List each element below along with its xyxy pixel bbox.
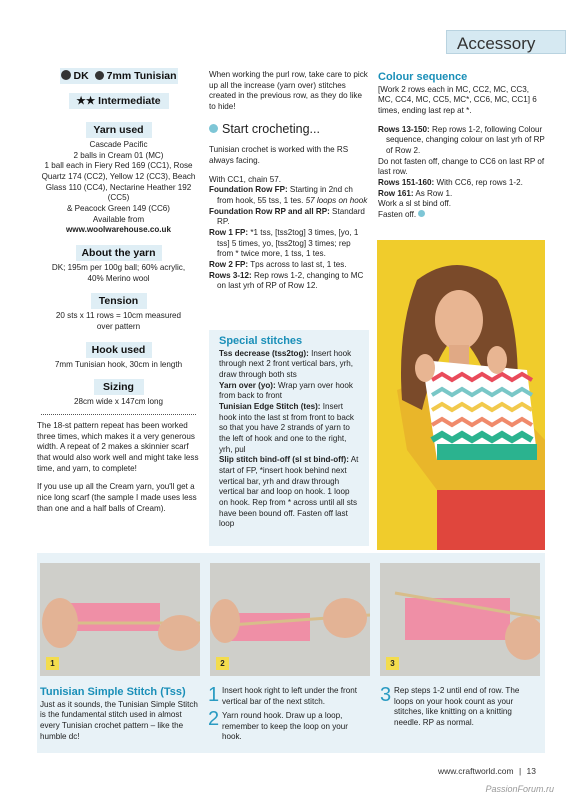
purl-row-tip: When working the purl row, take care to pick up all the increase (yarn over) stitches created in the previous row, as they do like to hide! — [209, 70, 368, 112]
page-footer — [438, 766, 536, 777]
step-3-illustration — [380, 563, 540, 676]
section-tab-label: Accessory — [457, 34, 536, 53]
hook-size: 7mm Tunisian — [106, 70, 177, 82]
foundation-row-fp: Foundation Row FP: Starting in 2nd ch from hook, 55 tss, 1 tes. 57 loops on hook — [209, 185, 368, 205]
tension-text — [37, 311, 200, 332]
about-line: DK; 195m per 100g ball; 60% acrylic, — [51, 263, 186, 273]
model-scarf-photo — [377, 240, 545, 550]
hook-used-heading: Hook used — [86, 342, 152, 358]
yarn-supplier-link[interactable]: www.woolwarehouse.co.uk — [66, 225, 171, 235]
watermark: PassionForum.ru — [485, 784, 554, 794]
hook-icon — [95, 71, 104, 80]
step-number-badge: 1 — [46, 657, 59, 670]
chain-instruction: With CC1, chain 57. — [209, 174, 281, 184]
sizing-text: 28cm wide x 147cm long — [73, 397, 164, 407]
cream-yarn-note: If you use up all the Cream yarn, you'll get a nice long scarf (the sample I made uses less than one and a half balls of Cream). — [37, 482, 197, 513]
rows-3-12: Rows 3-12: Rep rows 1-2, changing to MC on last yrh of RP of Row 12. — [209, 270, 364, 291]
yarn-line: & Peacock Green 149 (CC6) — [66, 204, 171, 214]
step-1-text: Insert hook right to left under the front vertical bar of the next stitch. — [222, 686, 357, 706]
about-line: 40% Merino wool — [87, 273, 150, 283]
step-2-photo — [210, 563, 370, 676]
about-yarn-heading: About the yarn — [76, 245, 162, 261]
step-2-illustration — [210, 563, 370, 676]
step-1-illustration — [40, 563, 200, 676]
difficulty-pill — [69, 93, 169, 109]
special-stitches-heading: Special stitches — [219, 335, 303, 347]
end-circle-icon — [418, 210, 425, 217]
special-stitch-item: Slip stitch bind-off (sl st bind-off): At start of FP, *insert hook behind next vertical bar, yrh and draw through vertical bar and loop on hook. 1 loop on hook. Rep from * across until all sts have been bound off. Fasten off last loop — [219, 455, 359, 529]
yarn-line: Glass 110 (CC4), Nectarine Heather 192 (CC5) — [45, 182, 192, 203]
yarn-line: Quartz 174 (CC2), Yellow 12 (CC3), Beach — [41, 172, 196, 182]
tss-explainer — [40, 685, 200, 742]
right-column — [378, 70, 546, 221]
step-1-number: 1 — [208, 684, 220, 706]
difficulty-label: Intermediate — [98, 95, 161, 107]
pattern-note: The 18-st pattern repeat has been worked three times, which makes it a very generous width. A repeat of 2 makes a skinnier scarf that would also work well and might take less time, and yarn, to complete! — [37, 421, 199, 473]
fasten-off-note: Fasten off. — [378, 210, 546, 221]
colour-sequence-text: [Work 2 rows each in MC, CC2, MC, CC3, MC, CC4, MC, CC5, MC*, CC6, MC, CC1] 6 times, ending last rep at *. — [378, 84, 537, 115]
foundation-row-rp: Foundation Row RP and all RP: Standard RP. — [209, 206, 365, 227]
yarn-ball-icon — [61, 70, 71, 80]
special-stitch-item: Tunisian Edge Stitch (tes): Insert hook into the last st from front to back so that you have 2 strands of yarn to the left of hook and one to the right, yrh, pul — [219, 401, 354, 454]
step-3-number: 3 — [380, 684, 392, 706]
page-number: 13 — [526, 766, 536, 776]
step-3-photo — [380, 563, 540, 676]
tss-description: Just as it sounds, the Tunisian Simple Stitch is the fundamental stitch used in almost every Tunisian crochet pattern – like the humble dc! — [40, 699, 198, 741]
footer-site[interactable]: www.craftworld.com — [437, 766, 514, 776]
yarn-line: Available from — [92, 214, 145, 224]
step-number-badge: 3 — [386, 657, 399, 670]
no-fasten-note: Do not fasten off, change to CC6 on last RP of last row. — [378, 156, 545, 177]
yarn-line: Cascade Pacific — [89, 140, 148, 149]
sizing-heading: Sizing — [94, 379, 144, 395]
bullet-circle-icon — [209, 124, 218, 133]
step-number-badge: 2 — [216, 657, 229, 670]
yarn-weight: DK — [73, 70, 89, 82]
photo-illustration — [377, 240, 545, 550]
rows-151-160: Rows 151-160: With CC6, rep rows 1-2. — [378, 177, 523, 187]
tss-heading: Tunisian Simple Stitch (Tss) — [40, 686, 186, 698]
row-161: Row 161: As Row 1. — [378, 188, 453, 198]
rows-13-150: Rows 13-150: Rep rows 1-2, following Colour sequence, changing colour on last yrh of RP of Row 2. — [378, 124, 545, 155]
hook-used-text: 7mm Tunisian hook, 30cm in length — [54, 359, 183, 369]
special-stitch-item: Tss decrease (tss2tog): Insert hook through next 2 front vertical bars, yrh, draw through both sts — [219, 348, 354, 379]
special-stitches-box — [209, 330, 369, 546]
left-column — [37, 68, 200, 514]
row-1-fp: Row 1 FP: *1 tss, [tss2tog] 3 times, [yo, 1 tss] 5 times, yo, [tss2tog] 3 times; rep from * twice more, 1 tss, 1 tes. — [209, 227, 359, 259]
colour-sequence-heading: Colour sequence — [378, 71, 468, 83]
section-tab — [446, 30, 566, 54]
star-icon: ★★ — [76, 95, 96, 107]
bind-off-note: Work a sl st bind off. — [378, 199, 452, 209]
rs-facing-note: Tunisian crochet is worked with the RS always facing. — [209, 145, 349, 165]
about-yarn-text — [37, 263, 200, 284]
middle-column — [209, 70, 369, 292]
yarn-weight-pill — [60, 68, 178, 84]
yarn-used-heading: Yarn used — [86, 122, 152, 138]
step-2-number: 2 — [208, 708, 220, 730]
tension-line: over pattern — [96, 322, 141, 332]
start-crocheting-heading: Start crocheting... — [209, 121, 369, 138]
tension-heading: Tension — [91, 293, 147, 309]
yarn-line: 1 ball each in Fiery Red 169 (CC1), Rose — [44, 161, 193, 171]
yarn-used-list — [37, 140, 200, 236]
step-1-photo — [40, 563, 200, 676]
special-stitch-item: Yarn over (yo): Wrap yarn over hook from back to front — [219, 380, 353, 401]
row-2-fp: Row 2 FP: Tps across to last st, 1 tes. — [209, 259, 347, 269]
step-3-text: Rep steps 1-2 until end of row. The loops on your hook count as your stitches, like knitting on a knitting needle. RP as normal. — [394, 686, 520, 728]
dotted-divider — [41, 414, 196, 415]
step-2-text: Yarn round hook. Draw up a loop, remember to keep the loop on your hook. — [222, 711, 348, 742]
footer-separator: | — [518, 766, 522, 776]
tension-line: 20 sts x 11 rows = 10cm measured — [55, 311, 182, 321]
yarn-line: 2 balls in Cream 01 (MC) — [73, 150, 164, 160]
